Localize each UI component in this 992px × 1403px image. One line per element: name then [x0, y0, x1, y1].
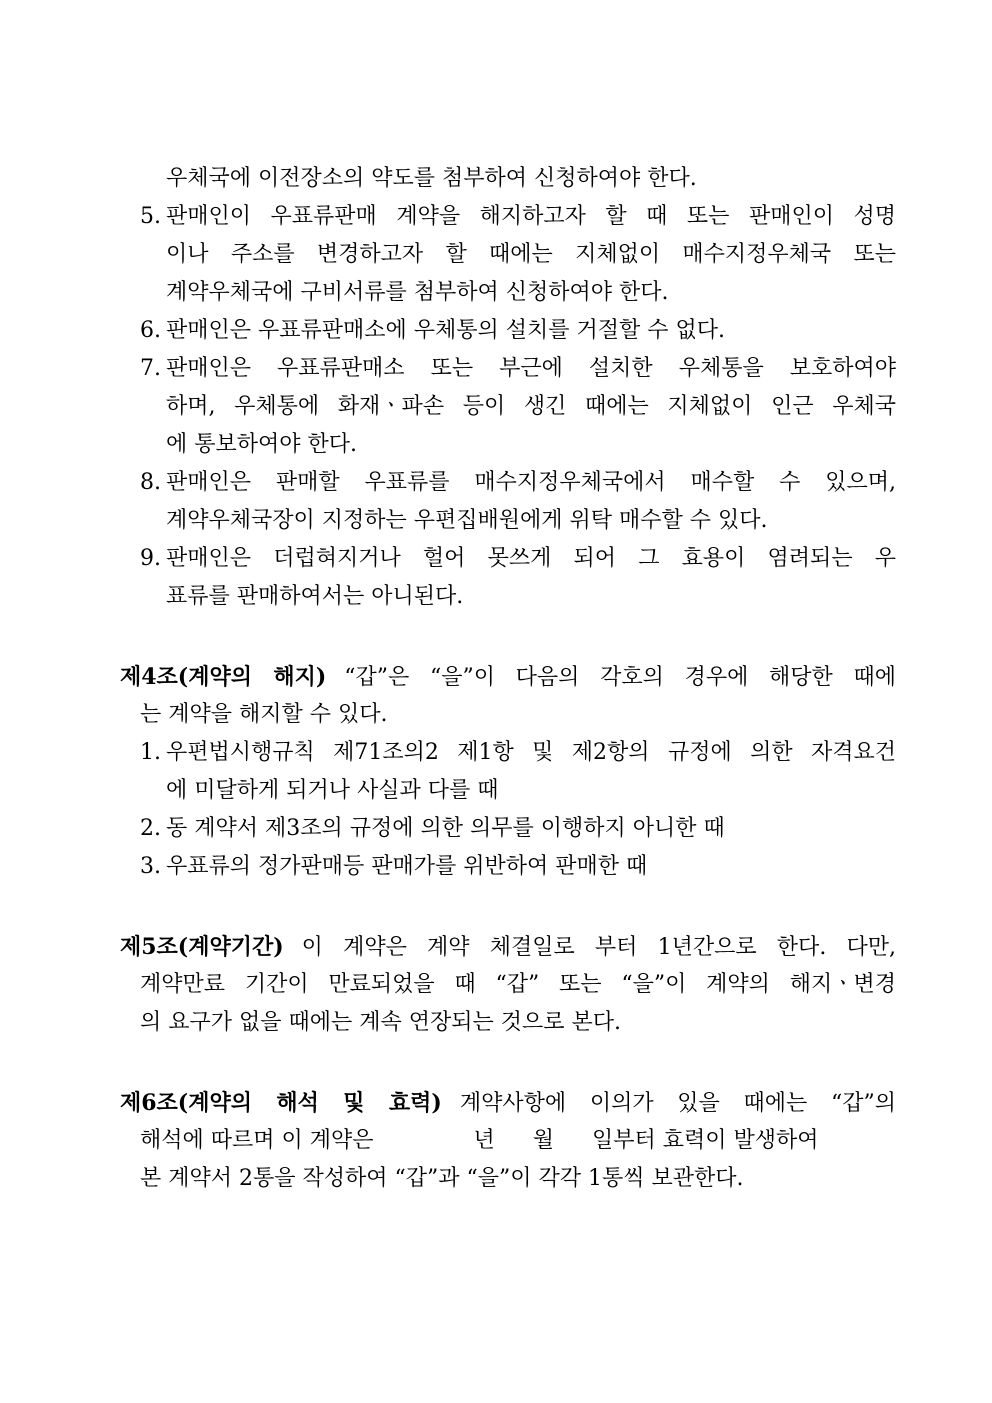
article6-heading: 제6조(계약의 해석 및 효력) [120, 1090, 442, 1116]
item-line: 표류를 판매하여서는 아니된다. [166, 584, 464, 609]
article5-heading: 제5조(계약기간) [120, 934, 284, 960]
item-number: 7. [140, 356, 161, 381]
item-number: 8. [140, 470, 161, 495]
item-line: 판매인은 판매할 우표류를 매수지정우체국에서 매수할 수 있으며, [166, 470, 896, 495]
article4-text: “갑”은 “을”이 다음의 각호의 경우에 해당한 때에 [344, 665, 896, 690]
item-line: 에 통보하여야 한다. [166, 432, 357, 457]
item-number: 3. [140, 854, 161, 879]
article6-line-2 [140, 1126, 896, 1156]
item-number: 5. [140, 204, 161, 229]
item-line: 에 미달하게 되거나 사실과 다를 때 [166, 778, 499, 803]
item-number: 2. [140, 816, 161, 841]
item-line: 이나 주소를 변경하고자 할 때에는 지체없이 매수지정우체국 또는 [166, 242, 896, 267]
article6-text: 계약사항에 이의가 있을 때에는 “갑”의 [459, 1091, 896, 1116]
date-year-label: 년 [473, 1128, 495, 1153]
article6-line: 본 계약서 2통을 작성하여 “갑”과 “을”이 각각 1통씩 보관한다. [140, 1166, 744, 1191]
article6-line2-b: 일부터 효력이 발생하여 [592, 1128, 819, 1153]
item-number: 1. [140, 740, 161, 765]
item-line: 판매인은 우표류판매소 또는 부근에 설치한 우체통을 보호하여야 [166, 356, 896, 381]
item-line: 계약우체국에 구비서류를 첨부하여 신청하여야 한다. [166, 280, 669, 305]
item-line: 계약우체국장이 지정하는 우편집배원에게 위탁 매수할 수 있다. [166, 508, 768, 533]
item-line: 우편법시행규칙 제71조의2 제1항 및 제2항의 규정에 의한 자격요건 [166, 740, 896, 765]
article6-first-line [120, 1088, 896, 1118]
date-month-label: 월 [532, 1128, 555, 1153]
item-line: 판매인은 더럽혀지거나 헐어 못쓰게 되어 그 효용이 염려되는 우 [166, 546, 896, 571]
item-number: 6. [140, 318, 161, 343]
article5-line: 의 요구가 없을 때에는 계속 연장되는 것으로 본다. [140, 1010, 621, 1035]
item-line: 판매인은 우표류판매소에 우체통의 설치를 거절할 수 없다. [166, 318, 726, 343]
item-line: 하며, 우체통에 화재ㆍ파손 등이 생긴 때에는 지체없이 인근 우체국 [166, 394, 896, 419]
article5-line: 계약만료 기간이 만료되었을 때 “갑” 또는 “을”이 계약의 해지ㆍ변경 [140, 972, 896, 997]
article6-line2-a: 해석에 따르며 이 계약은 [140, 1128, 374, 1153]
article5-text: 이 계약은 계약 체결일로 부터 1년간으로 한다. 다만, [301, 935, 896, 960]
item-number: 9. [140, 546, 161, 571]
article3-cont-line-1: 우체국에 이전장소의 약도를 첨부하여 신청하여야 한다. [166, 166, 697, 191]
item-line: 동 계약서 제3조의 규정에 의한 의무를 이행하지 아니한 때 [166, 816, 725, 841]
article5-first-line [120, 932, 896, 962]
article4-heading: 제4조(계약의 해지) [120, 664, 327, 690]
article4-line: 는 계약을 해지할 수 있다. [140, 702, 388, 727]
item-line: 우표류의 정가판매등 판매가를 위반하여 판매한 때 [166, 854, 648, 879]
item-line: 판매인이 우표류판매 계약을 해지하고자 할 때 또는 판매인이 성명 [166, 204, 896, 229]
article4-first-line [120, 662, 896, 692]
